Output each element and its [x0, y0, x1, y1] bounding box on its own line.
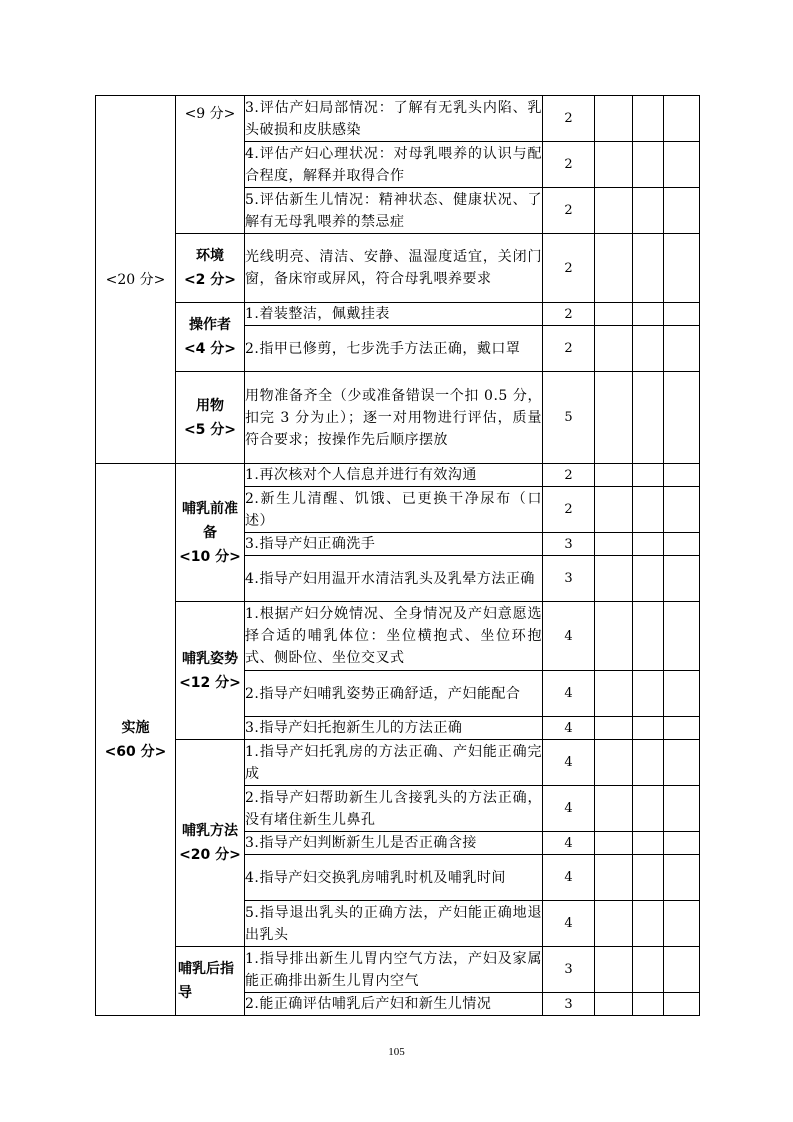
- blank-grading-cell: [664, 464, 700, 487]
- subsection-label-line: <5 分>: [183, 421, 237, 438]
- criterion-text: 4.指导产妇用温开水清洁乳头及乳晕方法正确: [245, 556, 543, 602]
- blank-grading-cell: [664, 533, 700, 556]
- criterion-text: 1.指导产妇托乳房的方法正确、产妇能正确完成: [245, 740, 543, 786]
- blank-grading-cell: [633, 303, 664, 326]
- blank-grading-cell: [664, 832, 700, 855]
- blank-grading-cell: [633, 993, 664, 1016]
- blank-grading-cell: [633, 96, 664, 142]
- criterion-text: 2.能正确评估哺乳后产妇和新生儿情况: [245, 993, 543, 1016]
- blank-grading-cell: [595, 855, 633, 901]
- criterion-score: 4: [543, 901, 595, 947]
- blank-grading-cell: [633, 740, 664, 786]
- criterion-score: 4: [543, 855, 595, 901]
- blank-grading-cell: [595, 556, 633, 602]
- blank-grading-cell: [633, 901, 664, 947]
- blank-grading-cell: [595, 602, 633, 671]
- blank-grading-cell: [633, 947, 664, 993]
- subsection-label: [176, 740, 245, 947]
- blank-grading-cell: [633, 855, 664, 901]
- table-row: [96, 602, 700, 671]
- criterion-score: 2: [543, 96, 595, 142]
- criterion-score: 2: [543, 464, 595, 487]
- blank-grading-cell: [664, 326, 700, 372]
- criterion-text: 1.指导排出新生儿胃内空气方法，产妇及家属能正确排出新生儿胃内空气: [245, 947, 543, 993]
- criterion-text: 5.指导退出乳头的正确方法，产妇能正确地退出乳头: [245, 901, 543, 947]
- blank-grading-cell: [595, 96, 633, 142]
- blank-grading-cell: [633, 556, 664, 602]
- criterion-score: 4: [543, 832, 595, 855]
- section-label-line: 实施: [121, 719, 150, 736]
- blank-grading-cell: [664, 993, 700, 1016]
- blank-grading-cell: [664, 142, 700, 188]
- blank-grading-cell: [633, 326, 664, 372]
- blank-grading-cell: [633, 487, 664, 533]
- blank-grading-cell: [633, 671, 664, 717]
- subsection-label-line: 用物: [196, 397, 224, 414]
- subsection-label-line: 操作者: [189, 317, 231, 333]
- blank-grading-cell: [664, 855, 700, 901]
- blank-grading-cell: [595, 533, 633, 556]
- criterion-score: 2: [543, 326, 595, 372]
- criterion-text: 3.指导产妇正确洗手: [245, 533, 543, 556]
- blank-grading-cell: [633, 602, 664, 671]
- subsection-label-line: <10 分>: [179, 548, 241, 565]
- criterion-score: 4: [543, 671, 595, 717]
- blank-grading-cell: [595, 372, 633, 464]
- criterion-text: 1.根据产妇分娩情况、全身情况及产妇意愿选择合适的哺乳体位：坐位横抱式、坐位环抱式、侧卧位、坐位交叉式: [245, 602, 543, 671]
- section-label: [96, 96, 176, 464]
- table-row: [96, 464, 700, 487]
- blank-grading-cell: [595, 993, 633, 1016]
- criterion-text: 用物准备齐全（少或准备错误一个扣 0.5 分，扣完 3 分为止）；逐一对用物进行评估，质量符合要求；按操作先后顺序摆放: [245, 372, 543, 464]
- blank-grading-cell: [664, 786, 700, 832]
- criterion-text: 4.评估产妇心理状况：对母乳喂养的认识与配合程度，解释并取得合作: [245, 142, 543, 188]
- criterion-score: 2: [543, 142, 595, 188]
- blank-grading-cell: [664, 740, 700, 786]
- blank-grading-cell: [633, 234, 664, 303]
- blank-grading-cell: [664, 947, 700, 993]
- blank-grading-cell: [664, 234, 700, 303]
- criterion-text: 2.新生儿清醒、饥饿、已更换干净尿布（口述）: [245, 487, 543, 533]
- criterion-text: 3.指导产妇托抱新生儿的方法正确: [245, 717, 543, 740]
- subsection-label: [176, 464, 245, 602]
- blank-grading-cell: [664, 602, 700, 671]
- blank-grading-cell: [664, 717, 700, 740]
- criterion-score: 2: [543, 487, 595, 533]
- subsection-label-line: <20 分>: [179, 847, 241, 863]
- table-row: [96, 740, 700, 786]
- blank-grading-cell: [664, 487, 700, 533]
- blank-grading-cell: [633, 142, 664, 188]
- blank-grading-cell: [633, 372, 664, 464]
- blank-grading-cell: [633, 464, 664, 487]
- subsection-label-line: 哺乳方法: [182, 823, 238, 839]
- subsection-label-line: 哺乳姿势: [182, 650, 238, 667]
- blank-grading-cell: [595, 832, 633, 855]
- blank-grading-cell: [633, 832, 664, 855]
- blank-grading-cell: [664, 372, 700, 464]
- criterion-score: 3: [543, 947, 595, 993]
- blank-grading-cell: [633, 533, 664, 556]
- subsection-label-line: <12 分>: [179, 674, 241, 691]
- table-row: [96, 372, 700, 464]
- blank-grading-cell: [595, 786, 633, 832]
- subsection-label-line: <2 分>: [183, 272, 237, 288]
- criterion-score: 2: [543, 188, 595, 234]
- blank-grading-cell: [595, 142, 633, 188]
- blank-grading-cell: [595, 740, 633, 786]
- criterion-score: 4: [543, 740, 595, 786]
- criterion-score: 2: [543, 234, 595, 303]
- criterion-score: 3: [543, 993, 595, 1016]
- blank-grading-cell: [595, 947, 633, 993]
- criterion-text: 5.评估新生儿情况：精神状态、健康状况、了解有无母乳喂养的禁忌症: [245, 188, 543, 234]
- blank-grading-cell: [595, 901, 633, 947]
- criterion-score: 3: [543, 533, 595, 556]
- subsection-label-line: 哺乳前准备: [182, 500, 238, 541]
- criterion-text: 2.指导产妇帮助新生儿含接乳头的方法正确，没有堵住新生儿鼻孔: [245, 786, 543, 832]
- subsection-label: [176, 234, 245, 303]
- blank-grading-cell: [664, 671, 700, 717]
- section-label-line: <60 分>: [104, 743, 167, 760]
- blank-grading-cell: [633, 717, 664, 740]
- criterion-text: 2.指导产妇哺乳姿势正确舒适，产妇能配合: [245, 671, 543, 717]
- criterion-score: 3: [543, 556, 595, 602]
- table-row: [96, 947, 700, 993]
- blank-grading-cell: [664, 556, 700, 602]
- blank-grading-cell: [595, 234, 633, 303]
- subsection-label: [176, 96, 245, 234]
- blank-grading-cell: [633, 188, 664, 234]
- section-label-line: <20 分>: [105, 271, 166, 288]
- blank-grading-cell: [595, 487, 633, 533]
- blank-grading-cell: [664, 96, 700, 142]
- criterion-score: 5: [543, 372, 595, 464]
- subsection-label: [176, 303, 245, 372]
- blank-grading-cell: [664, 901, 700, 947]
- criterion-score: 4: [543, 717, 595, 740]
- section-label: [96, 464, 176, 1016]
- blank-grading-cell: [595, 303, 633, 326]
- subsection-label-line: <4 分>: [183, 341, 237, 357]
- blank-grading-cell: [595, 464, 633, 487]
- criterion-text: 1.再次核对个人信息并进行有效沟通: [245, 464, 543, 487]
- criterion-text: 1.着装整洁，佩戴挂表: [245, 303, 543, 326]
- criterion-text: 3.评估产妇局部情况：了解有无乳头内陷、乳头破损和皮肤感染: [245, 96, 543, 142]
- subsection-label-line: <9 分>: [184, 106, 236, 122]
- subsection-label: [176, 372, 245, 464]
- subsection-label: [176, 602, 245, 740]
- table-row: [96, 303, 700, 326]
- blank-grading-cell: [595, 717, 633, 740]
- subsection-label-line: 环境: [196, 248, 224, 264]
- blank-grading-cell: [595, 326, 633, 372]
- subsection-label: [176, 947, 245, 1016]
- criterion-score: 4: [543, 786, 595, 832]
- scoring-table: [95, 95, 700, 1016]
- criterion-text: 2.指甲已修剪，七步洗手方法正确，戴口罩: [245, 326, 543, 372]
- blank-grading-cell: [633, 786, 664, 832]
- criterion-text: 4.指导产妇交换乳房哺乳时机及哺乳时间: [245, 855, 543, 901]
- blank-grading-cell: [664, 303, 700, 326]
- blank-grading-cell: [664, 188, 700, 234]
- criterion-text: 3.指导产妇判断新生儿是否正确含接: [245, 832, 543, 855]
- table-row: [96, 96, 700, 142]
- blank-grading-cell: [595, 671, 633, 717]
- table-row: [96, 234, 700, 303]
- criterion-score: 4: [543, 602, 595, 671]
- subsection-label-line: 哺乳后指导: [178, 961, 234, 1001]
- blank-grading-cell: [595, 188, 633, 234]
- criterion-score: 2: [543, 303, 595, 326]
- criterion-text: 光线明亮、清洁、安静、温湿度适宜，关闭门窗，备床帘或屏风，符合母乳喂养要求: [245, 234, 543, 303]
- page-number: 105: [388, 1046, 405, 1058]
